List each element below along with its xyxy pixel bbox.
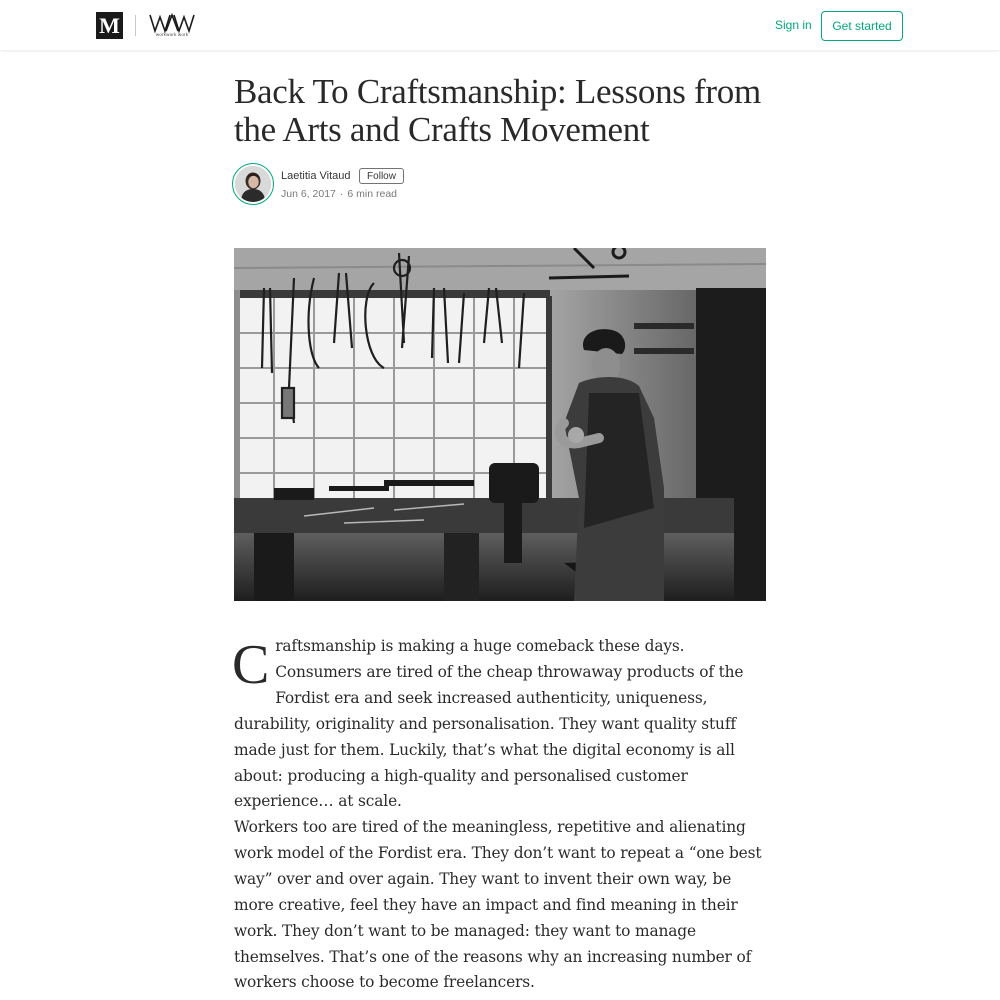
- article-paragraph: [234, 634, 766, 815]
- publication-name: workwork work: [155, 32, 189, 37]
- sign-in-link[interactable]: Sign in: [775, 18, 812, 32]
- avatar-photo: [235, 166, 271, 202]
- person-avatar-icon: [235, 166, 271, 202]
- waw-logo-icon: [148, 12, 196, 34]
- read-time: 6 min read: [347, 188, 397, 200]
- publish-date: Jun 6, 2017: [281, 188, 336, 200]
- top-navigation-bar: [0, 0, 1000, 51]
- author-name-link[interactable]: Laetitia Vitaud: [281, 170, 351, 182]
- article-title: Back To Craftsmanship: Lessons from the Arts and Crafts Movement: [234, 72, 761, 149]
- medium-logo[interactable]: M: [96, 12, 123, 39]
- logo-divider: [135, 15, 136, 36]
- get-started-button[interactable]: Get started: [821, 11, 903, 41]
- author-avatar[interactable]: [232, 163, 274, 205]
- workshop-photo-icon: [234, 248, 766, 601]
- drop-cap: C: [232, 634, 270, 696]
- meta-separator: ·: [339, 188, 344, 200]
- paragraph-text: raftsmanship is making a huge comeback these days. Consumers are tired of the cheap throwaway products of the Fordist era and seek increased authenticity, uniqueness, durability, originality and personalisation. They want quality stuff made just for them. Luckily, that’s what the digital economy is all about: producing a high-quality and personalised customer experience… at scale.: [234, 637, 744, 811]
- hero-image[interactable]: [234, 248, 766, 601]
- article-meta: [281, 188, 397, 200]
- article-paragraph: Workers too are tired of the meaningless, repetitive and alienating work model of the Fordist era. They don’t want to repeat a “one best way” over and over again. They want to invent their own way, be more creative, feel they have an impact and find meaning in their work. They don’t want to be managed: they want to manage themselves. That’s one of the reasons why an increasing number of workers choose to become freelancers.: [234, 818, 762, 992]
- follow-button[interactable]: Follow: [359, 168, 404, 184]
